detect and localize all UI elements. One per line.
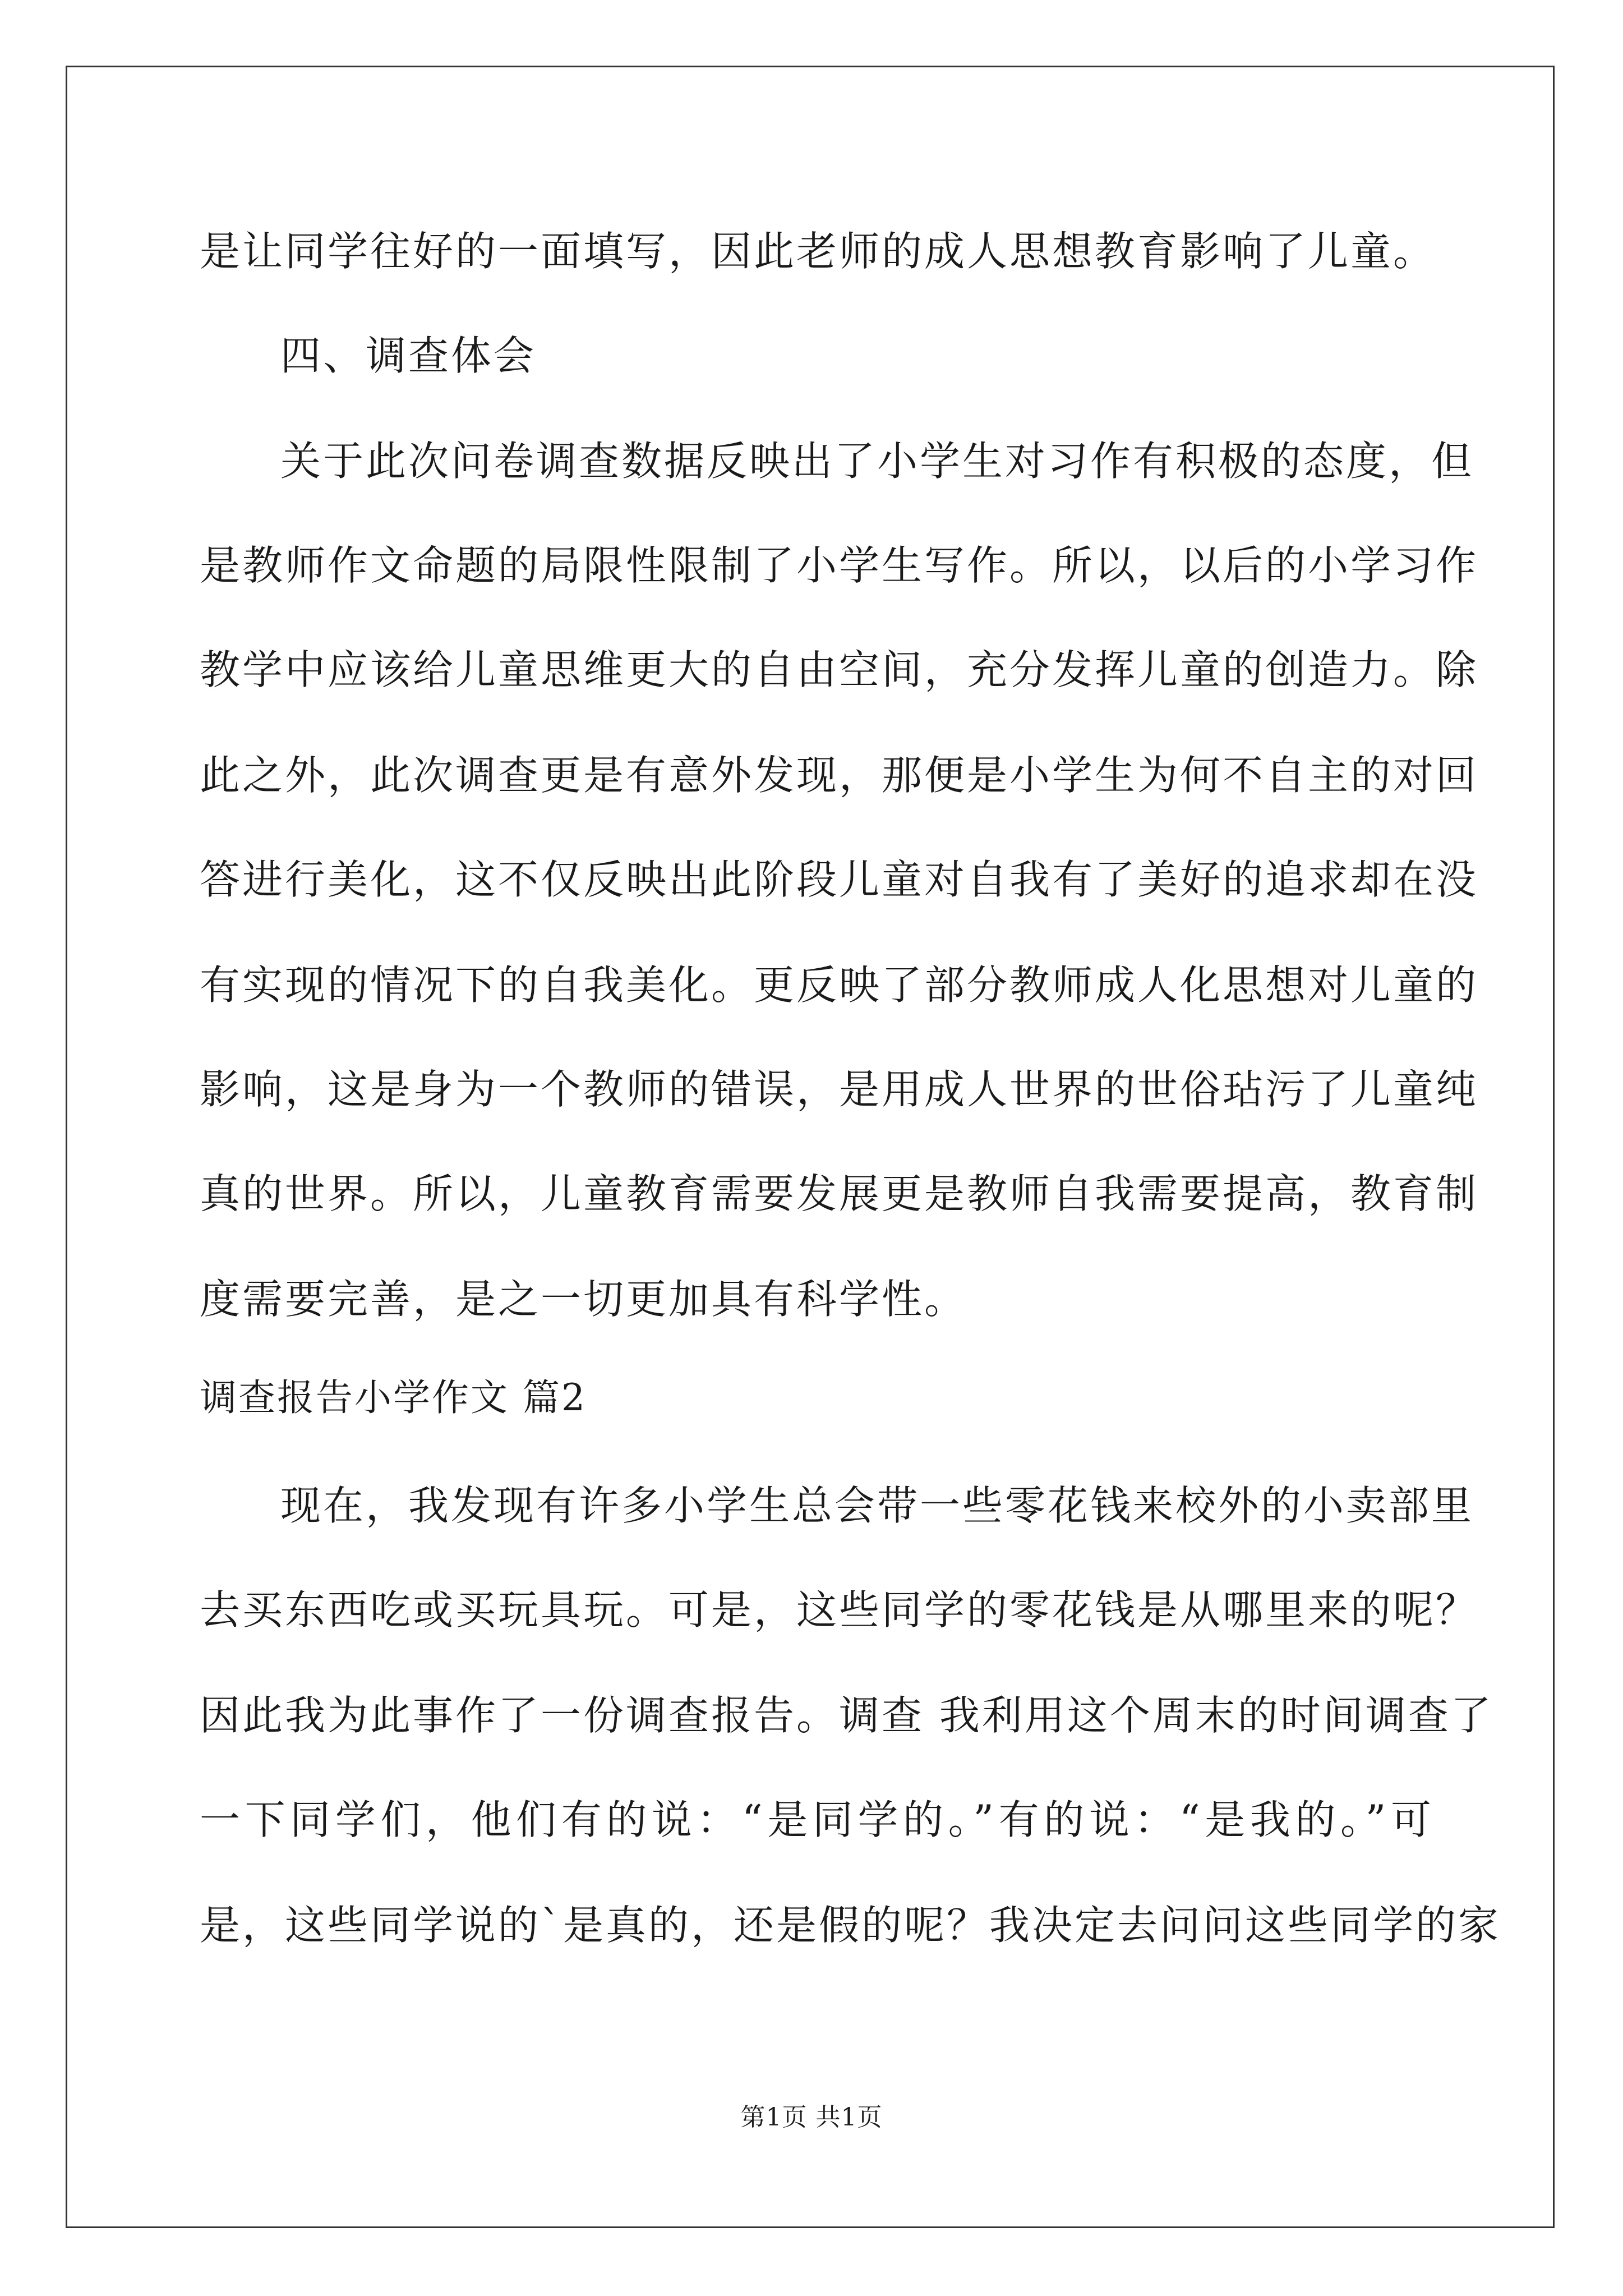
paragraph-line: 关于此次问卷调查数据反映出了小学生对习作有积极的态度，但 [280, 438, 1474, 485]
paragraph-line: 答进行美化，这不仅反映出此阶段儿童对自我有了美好的追求却在没 [200, 856, 1479, 903]
paragraph-line: 是让同学往好的一面填写，因此老师的成人思想教育影响了儿童。 [200, 228, 1436, 275]
section-heading: 四、调查体会 [280, 332, 537, 379]
paragraph-line: 一下同学们，他们有的说：“是同学的。”有的说：“是我的。”可 [200, 1796, 1433, 1843]
paragraph-line: 此之外，此次调查更是有意外发现，那便是小学生为何不自主的对回 [200, 752, 1479, 799]
paragraph-line: 去买东西吃或买玩具玩。可是，这些同学的零花钱是从哪里来的呢？ [200, 1586, 1479, 1634]
paragraph-line: 教学中应该给儿童思维更大的自由空间，充分发挥儿童的创造力。除 [200, 646, 1479, 693]
paragraph-line: 现在，我发现有许多小学生总会带一些零花钱来校外的小卖部里 [280, 1482, 1474, 1529]
paragraph-line: 真的世界。所以，儿童教育需要发展更是教师自我需要提高，教育制 [200, 1170, 1479, 1217]
paragraph-line: 因此我为此事作了一份调查报告。调查 我利用这个周末的时间调查了 [200, 1692, 1493, 1739]
page-number-footer: 第1页 共1页 [740, 2103, 883, 2132]
article-title: 调查报告小学作文 篇2 [200, 1376, 587, 1419]
paragraph-line: 影响，这是身为一个教师的错误，是用成人世界的世俗玷污了儿童纯 [200, 1066, 1479, 1113]
paragraph-line: 有实现的情况下的自我美化。更反映了部分教师成人化思想对儿童的 [200, 961, 1479, 1009]
paragraph-line: 是，这些同学说的`是真的，还是假的呢？我决定去问问这些同学的家 [200, 1902, 1501, 1949]
paragraph-line: 是教师作文命题的局限性限制了小学生写作。所以，以后的小学习作 [200, 542, 1479, 589]
paragraph-line: 度需要完善，是之一切更加具有科学性。 [200, 1276, 967, 1323]
